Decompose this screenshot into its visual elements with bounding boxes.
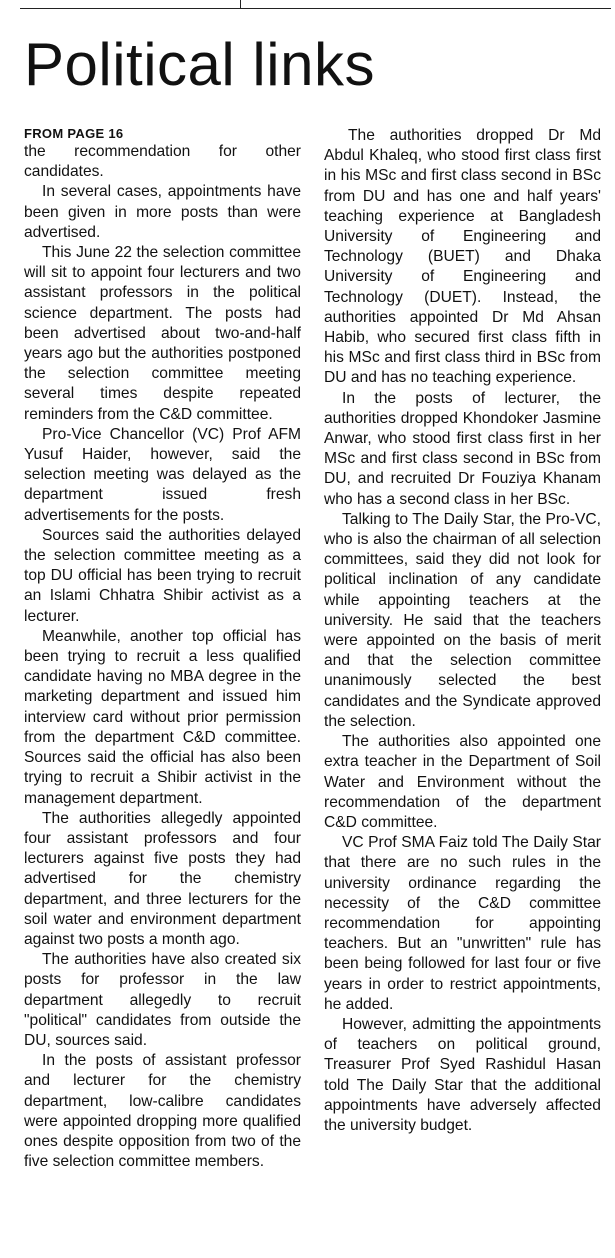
paragraph: VC Prof SMA Faiz told The Daily Star that there are no such rules in the university ordinance regarding the necessity of the C&D committee recommendation for appointing teachers. But an "unwritten" rule has been being followed for last four or five years in order to restrict appointments, he added. [324,834,601,1013]
paragraph: Sources said the authorities delayed the selection committee meeting as a top DU official has been trying to recruit an Islami Chhatra Shibir activist as a lecturer. [24,526,301,625]
paragraph: The authorities dropped Dr Md Abdul Khaleq, who stood first class first in his MSc and first class second in BSc from DU and has one and half years' teaching experience at Bangladesh University of Engineering and Technology (BUET) and Dhaka University of Engineering and Technology (DUET). Instead, the authorities appointed Dr Md Ahsan Habib, who secured first class fifth in his MSc and first class third in BSc from DU and has no teaching experience. [324,127,601,387]
paragraph: Meanwhile, another top official has been trying to recruit a less qualified candidate having no MBA degree in the marketing department and issued him interview card without prior permission from the department C&D committee. Sources said the official has also been trying to recruit a Shibir activist in the management department. [24,627,301,807]
paragraph: In the posts of assistant professor and lecturer for the chemistry department, low-calibre candidates were appointed dropping more qualified ones despite opposition from two of the five selection committee members. [24,1052,301,1171]
continuation-kicker: FROM PAGE 16 [24,126,124,141]
top-rule-tick [240,0,241,8]
paragraph: This June 22 the selection committee will sit to appoint four lecturers and two assistant professors in the political science department. The posts had been advertised about two-and-half years ago but the authorities postponed the selection committee meeting several times despite repeated reminders from the C&D committee. [24,244,301,423]
top-rule [20,8,611,9]
left-column [24,126,301,1172]
paragraph: In the posts of lecturer, the authorities dropped Khondoker Jasmine Anwar, who stood first class first in her MSc and first class second in BSc from DU, and recruited Dr Fouziya Khanam who has a second class in her BSc. [324,389,601,508]
paragraph: The authorities also appointed one extra teacher in the Department of Soil Water and Environment without the recommendation of the department C&D committee. [324,733,601,831]
headline: Political links [24,31,375,98]
paragraph: the recommendation for other candidates. [24,143,301,181]
paragraph: Talking to The Daily Star, the Pro-VC, who is also the chairman of all selection committees, said they did not look for political inclination of any candidate while appointing teachers at the university. He said that the teachers were appointed on the basis of merit and that the selection committee unanimously selected the best candidates and the Syndicate approved the selection. [324,510,601,730]
paragraph: However, admitting the appointments of teachers on political ground, Treasurer Prof Syed Rashidul Hasan told The Daily Star that the additional appointments have adversely affected the university budget. [324,1015,601,1134]
paragraph: Pro-Vice Chancellor (VC) Prof AFM Yusuf Haider, however, said the selection meeting was delayed as the department issued fresh advertisements for the posts. [24,425,301,524]
paragraph: The authorities have also created six posts for professor in the law department allegedly to recruit "political" candidates from outside the DU, sources said. [24,951,301,1049]
paragraph: The authorities allegedly appointed four assistant professors and four lecturers against five posts they had advertised for the chemistry department, and three lecturers for the soil water and environment department against two posts a month ago. [24,809,301,948]
right-column [324,126,601,1136]
paragraph: In several cases, appointments have been given in more posts than were advertised. [24,183,301,241]
